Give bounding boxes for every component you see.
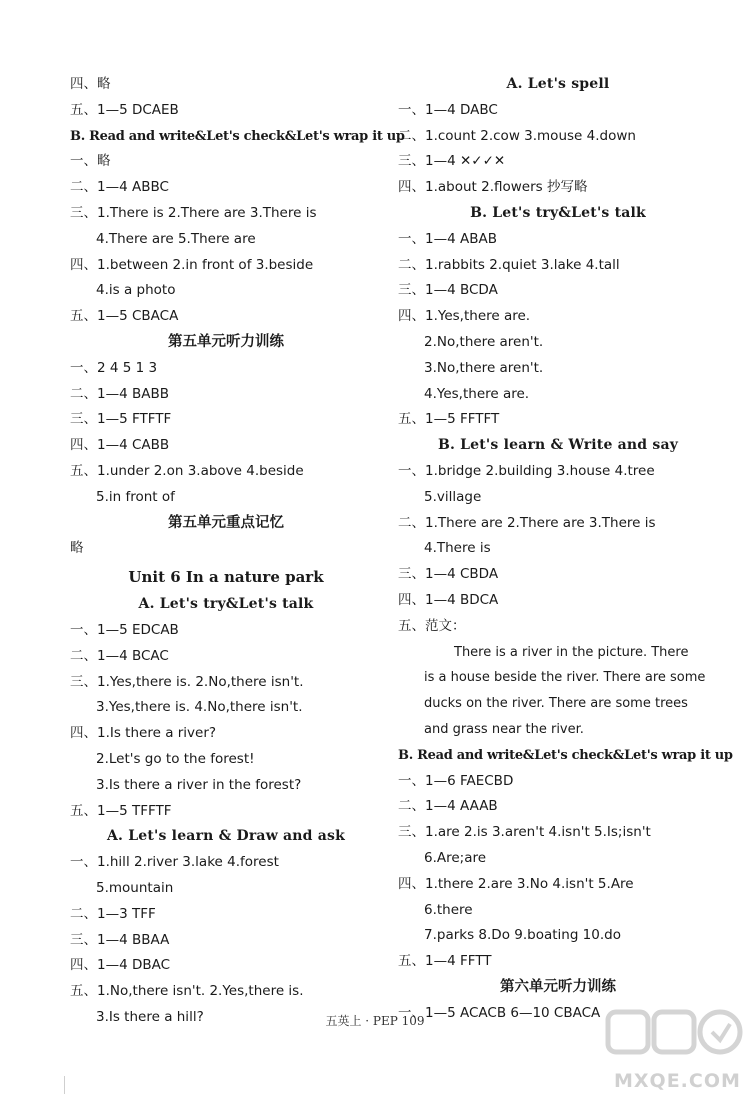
answer-line: 四、1.between 2.in front of 3.beside xyxy=(70,256,314,273)
answer-line: 二、1—4 ABBC xyxy=(70,179,169,196)
watermark-emblem-icon xyxy=(604,1006,744,1076)
answer-line: 4.is a photo xyxy=(96,282,176,299)
answer-line: 5.in front of xyxy=(96,488,175,505)
answer-line: 三、1—4 BBAA xyxy=(70,931,170,948)
answer-line: 五、1—5 TFFTF xyxy=(70,802,172,819)
section-heading: 第五单元听力训练 xyxy=(168,333,284,350)
answer-line: 五、范文： xyxy=(398,617,466,634)
answer-line: 四、略 xyxy=(70,76,111,92)
answer-line: 3.No,there aren't. xyxy=(424,359,544,376)
answer-line: 三、1—4 BCDA xyxy=(398,282,498,299)
left-column xyxy=(70,72,405,1031)
answer-line: 四、1.about 2.flowers 抄写略 xyxy=(398,179,588,196)
answer-line: 一、1.hill 2.river 3.lake 4.forest xyxy=(70,854,279,871)
answer-line: 一、1—4 DABC xyxy=(398,101,498,118)
section-heading: 第五单元重点记忆 xyxy=(168,514,284,531)
answer-line: 四、1—4 DBAC xyxy=(70,957,171,974)
right-column xyxy=(398,72,733,1026)
answer-line: 二、1—4 AAAB xyxy=(398,798,498,815)
answer-line: 5.village xyxy=(424,488,482,505)
answer-line: 三、1—4 CBDA xyxy=(398,566,499,583)
answer-line: 一、1—6 FAECBD xyxy=(398,772,514,789)
answer-line: 一、1—5 ACACB 6—10 CBACA xyxy=(398,1004,601,1021)
answer-line: 四、1.Yes,there are. xyxy=(398,308,531,325)
unit-title: Unit 6 In a nature park xyxy=(128,568,324,587)
answer-line: 五、1.under 2.on 3.above 4.beside xyxy=(70,462,304,479)
essay-line: is a house beside the river. There are some xyxy=(424,670,706,686)
answer-line: 二、1.There are 2.There are 3.There is xyxy=(398,514,656,531)
section-heading: 第六单元听力训练 xyxy=(500,978,616,995)
answer-line: 二、1—4 BCAC xyxy=(70,647,169,664)
section-heading: A. Let's learn & Draw and ask xyxy=(107,828,345,845)
watermark-text: MXQE.COM xyxy=(614,1070,741,1092)
answer-line: 二、1.count 2.cow 3.mouse 4.down xyxy=(398,127,636,144)
answer-line: 三、1—5 FTFTF xyxy=(70,411,172,428)
page-footer: 五英上 · PEP 109 xyxy=(325,1014,425,1028)
section-heading: B. Read and write&Let's check&Let's wrap it up xyxy=(398,747,733,763)
section-heading: B. Let's try&Let's talk xyxy=(470,204,646,221)
answer-line: 四、1—4 BDCA xyxy=(398,591,499,608)
essay-line: and grass near the river. xyxy=(424,721,584,737)
answer-line: 四、1.there 2.are 3.No 4.isn't 5.Are xyxy=(398,875,634,892)
answer-line: 5.mountain xyxy=(96,879,174,896)
answer-line: 2.Let's go to the forest! xyxy=(96,750,255,767)
answer-line: 二、1—3 TFF xyxy=(70,905,156,922)
essay-line: There is a river in the picture. There xyxy=(454,644,689,660)
answer-line: 一、1—5 EDCAB xyxy=(70,621,179,638)
answer-line: 三、1—4 ✕✓✓✕ xyxy=(398,153,506,170)
answer-line: 4.There are 5.There are xyxy=(96,230,256,247)
answer-line: 4.Yes,there are. xyxy=(424,385,530,402)
section-heading: A. Let's try&Let's talk xyxy=(138,596,314,613)
answer-line: 三、1.are 2.is 3.aren't 4.isn't 5.Is;isn't xyxy=(398,824,651,841)
answer-line: 一、2 4 5 1 3 xyxy=(70,359,158,376)
answer-line: 一、1.bridge 2.building 3.house 4.tree xyxy=(398,462,655,479)
section-heading: B. Read and write&Let's check&Let's wrap it up xyxy=(70,128,405,144)
answer-line: 6.there xyxy=(424,901,473,918)
answer-line: 四、1.Is there a river? xyxy=(70,725,217,742)
answer-line: 五、1—5 CBACA xyxy=(70,308,179,325)
section-heading: B. Let's learn & Write and say xyxy=(437,437,679,454)
answer-line: 3.Is there a river in the forest? xyxy=(96,776,302,793)
section-heading: A. Let's spell xyxy=(506,76,610,92)
answer-line: 三、1.Yes,there is. 2.No,there isn't. xyxy=(70,673,304,690)
answer-line: 略 xyxy=(70,540,84,557)
answer-line: 7.parks 8.Do 9.boating 10.do xyxy=(424,927,621,944)
answer-line: 3.Is there a hill? xyxy=(96,1008,204,1025)
answer-line: 五、1.No,there isn't. 2.Yes,there is. xyxy=(70,983,304,1000)
answer-line: 6.Are;are xyxy=(424,849,487,866)
answer-line: 一、1—4 ABAB xyxy=(398,230,497,247)
answer-line: 五、1—5 FFTFT xyxy=(398,411,500,428)
answer-line: 二、1.rabbits 2.quiet 3.lake 4.tall xyxy=(398,256,620,273)
answer-line: 一、略 xyxy=(70,153,111,170)
answer-line: 2.No,there aren't. xyxy=(424,333,544,350)
answer-line: 二、1—4 BABB xyxy=(70,385,169,402)
answer-line: 3.Yes,there is. 4.No,there isn't. xyxy=(96,699,303,716)
answer-line: 五、1—4 FFTT xyxy=(398,953,492,970)
watermark-logo xyxy=(604,1006,744,1098)
essay-line: ducks on the river. There are some trees xyxy=(424,696,688,712)
margin-mark xyxy=(64,1076,65,1094)
answer-line: 四、1—4 CABB xyxy=(70,437,170,454)
answer-line: 五、1—5 DCAEB xyxy=(70,101,179,118)
answer-line: 三、1.There is 2.There are 3.There is xyxy=(70,204,317,221)
answer-line: 4.There is xyxy=(424,540,491,557)
